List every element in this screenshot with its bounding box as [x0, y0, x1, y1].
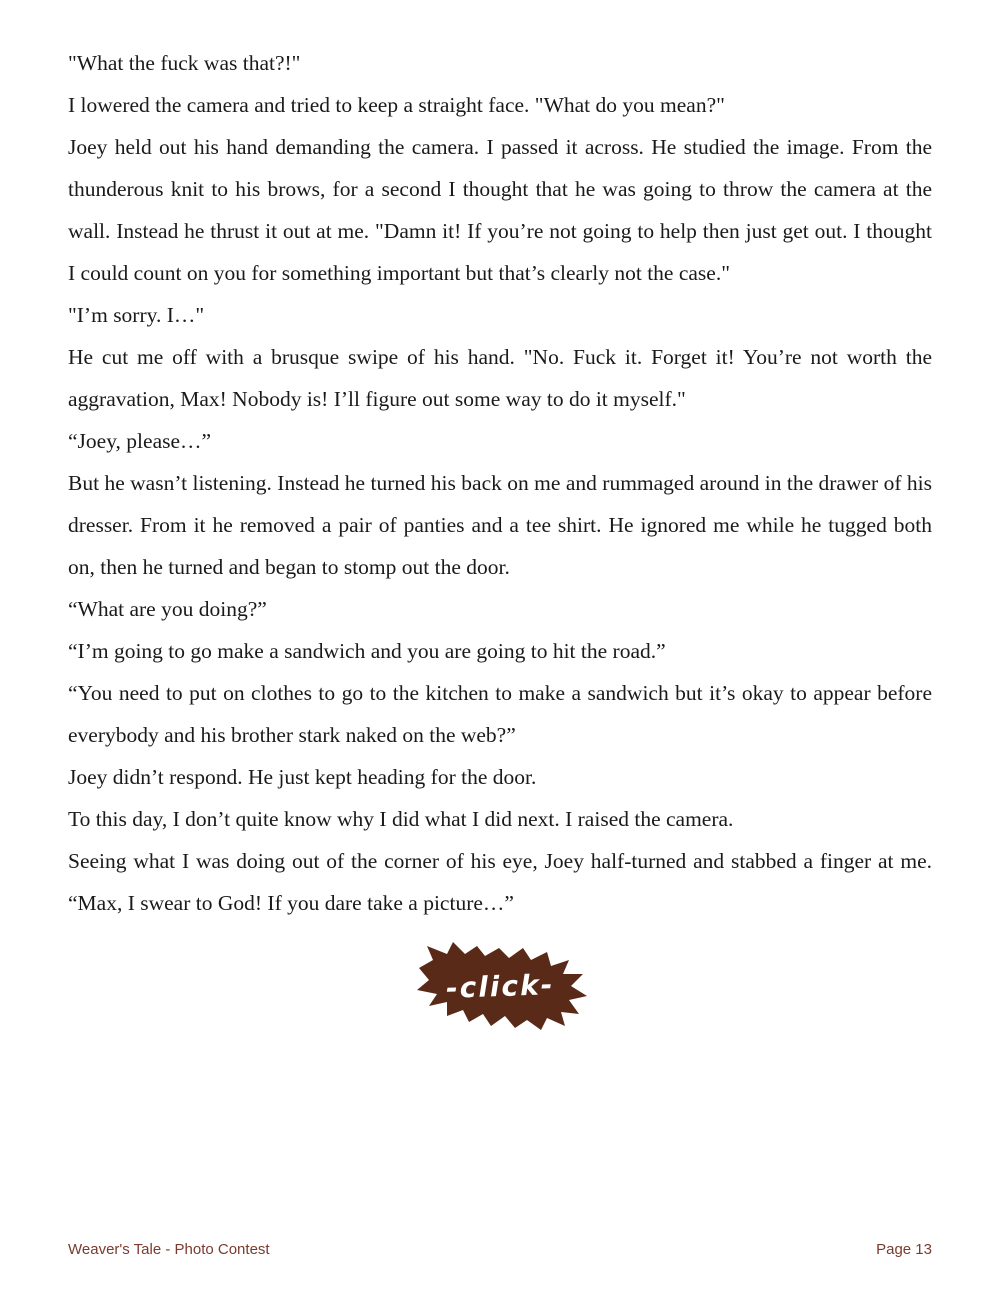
paragraph: “Joey, please…”	[68, 429, 212, 453]
body-text	[68, 42, 932, 1005]
paragraph: Joey didn’t respond. He just kept heading for the door.	[68, 765, 537, 789]
paragraph: “You need to put on clothes to go to the kitchen to make a sandwich but it’s okay to appear before everybody and his brother stark naked on the web?”	[68, 681, 932, 747]
paragraph: I lowered the camera and tried to keep a straight face. "What do you mean?"	[68, 93, 725, 117]
starburst-icon	[413, 942, 588, 1030]
paragraph: Seeing what I was doing out of the corner of his eye, Joey half-turned and stabbed a finger at me. “Max, I swear to God! If you dare take a picture…”	[68, 849, 932, 915]
page-footer	[68, 1241, 932, 1258]
paragraph: But he wasn’t listening. Instead he turned his back on me and rummaged around in the drawer of his dresser. From it he removed a pair of panties and a tee shirt. He ignored me while he tugged both on, then he turned and began to stomp out the door.	[68, 471, 932, 579]
sound-effect-graphic	[68, 942, 932, 1030]
paragraph: “What are you doing?”	[68, 597, 267, 621]
footer-title: Weaver's Tale - Photo Contest	[68, 1241, 270, 1258]
paragraph: He cut me off with a brusque swipe of his hand. "No. Fuck it. Forget it! You’re not worth the aggravation, Max! Nobody is! I’ll figure out some way to do it myself."	[68, 345, 932, 411]
paragraph: To this day, I don’t quite know why I did what I did next. I raised the camera.	[68, 807, 734, 831]
paragraph: Joey held out his hand demanding the camera. I passed it across. He studied the image. From the thunderous knit to his brows, for a second I thought that he was going to throw the camera at the wall. Instead he thrust it out at me. "Damn it! If you’re not going to help then just get out. I thought I could count on you for something important but that’s clearly not the case."	[68, 135, 932, 285]
paragraph: “I’m going to go make a sandwich and you are going to hit the road.”	[68, 639, 666, 663]
paragraph: "I’m sorry. I…"	[68, 303, 205, 327]
sound-effect-label: -click-	[445, 967, 555, 1005]
paragraph: "What the fuck was that?!"	[68, 51, 301, 75]
page-number: Page 13	[876, 1241, 932, 1258]
